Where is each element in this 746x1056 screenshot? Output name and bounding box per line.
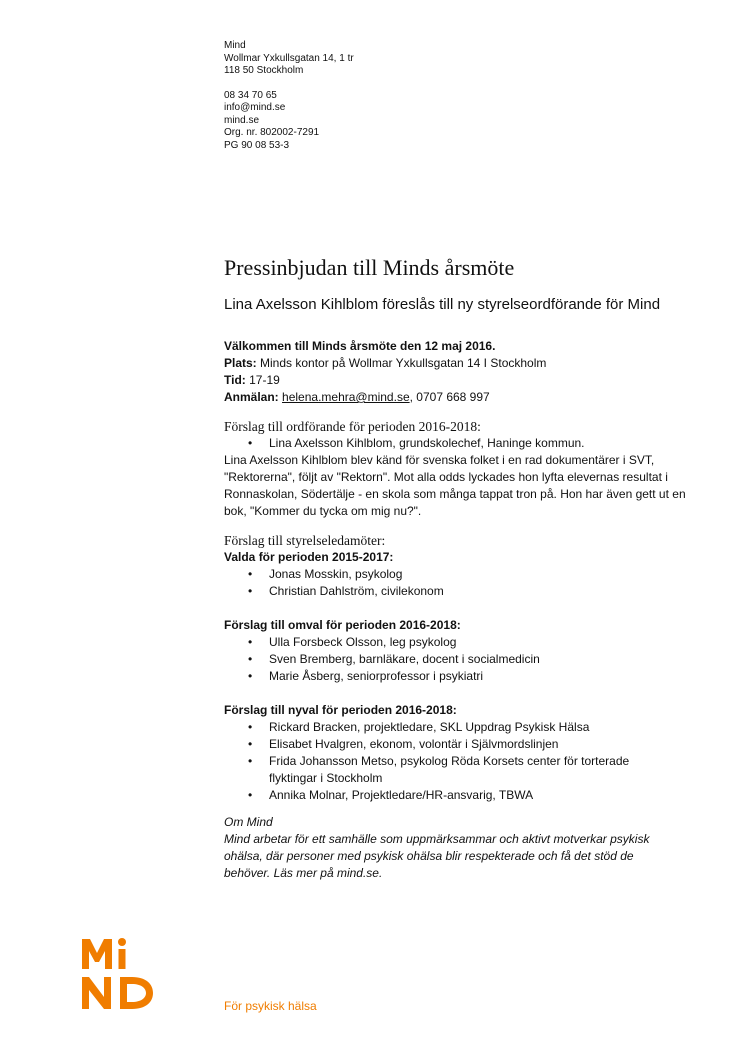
- signup-phone: , 0707 668 997: [409, 390, 490, 404]
- signup-email-link[interactable]: helena.mehra@mind.se: [282, 390, 410, 404]
- signup-label: Anmälan:: [224, 390, 279, 404]
- sender-email: info@mind.se: [224, 102, 286, 113]
- about-text: Mind arbetar för ett samhälle som uppmärksammar och aktivt motverkar psykisk ohälsa, där personer med psykisk ohälsa blir respekterade och få det stöd de behöver. Läs mer på mind.se.: [224, 832, 650, 880]
- list-item: • Rickard Bracken, projektledare, SKL Uppdrag Psykisk Hälsa: [224, 719, 694, 736]
- sender-city: 118 50 Stockholm: [224, 65, 304, 76]
- document-body: [224, 338, 694, 882]
- sender-org-nr: Org. nr. 802002-7291: [224, 127, 320, 138]
- chair-heading: Förslag till ordförande för perioden 2016-2018:: [224, 419, 481, 434]
- document-subtitle: Lina Axelsson Kihlblom föreslås till ny styrelseordförande för Mind: [224, 296, 661, 313]
- list-item: • Jonas Mosskin, psykolog: [224, 566, 694, 583]
- board-heading: Förslag till styrelseledamöter:: [224, 533, 386, 548]
- time-value: 17-19: [245, 373, 280, 387]
- event-time: [224, 372, 694, 389]
- chair-bio: Lina Axelsson Kihlblom blev känd för svenska folket i en rad dokumentärer i SVT, "Rektorerna", följt av "Rektorn". Mot alla odds lyckades hon lyfta elevernas resultat i Ronnaskolan, Södertälje - en skola som många tappat tron på. Hon har även gett ut en bok, "Kommer du tycka om mig nu?".: [224, 453, 686, 518]
- event-place: [224, 355, 694, 372]
- elected-list: [224, 566, 694, 600]
- list-item: • Sven Bremberg, barnläkare, docent i socialmedicin: [224, 651, 694, 668]
- list-item: • Ulla Forsbeck Olsson, leg psykolog: [224, 634, 694, 651]
- event-welcome: Välkommen till Minds årsmöte den 12 maj 2016.: [224, 339, 496, 353]
- new-election-list: [224, 719, 694, 804]
- reelection-list: [224, 634, 694, 685]
- sender-address-block: [224, 40, 354, 152]
- sender-phone: 08 34 70 65: [224, 89, 277, 101]
- place-label: Plats:: [224, 356, 257, 370]
- about-heading: Om Mind: [224, 815, 273, 829]
- sender-pg: PG 90 08 53-3: [224, 139, 290, 151]
- new-election-heading: Förslag till nyval för perioden 2016-2018:: [224, 703, 457, 717]
- tagline: För psykisk hälsa: [224, 999, 317, 1013]
- list-item: • Elisabet Hvalgren, ekonom, volontär i Självmordslinjen: [224, 736, 694, 753]
- time-label: Tid:: [224, 373, 246, 387]
- sender-web: mind.se: [224, 114, 260, 126]
- sender-name: Mind: [224, 40, 246, 51]
- document-title: Pressinbjudan till Minds årsmöte: [224, 255, 515, 280]
- event-signup: [224, 389, 694, 406]
- list-item: • Frida Johansson Metso, psykolog Röda Korsets center för torterade flyktingar i Stockholm: [224, 753, 694, 787]
- list-item: • Christian Dahlström, civilekonom: [224, 583, 694, 600]
- list-item: • Annika Molnar, Projektledare/HR-ansvarig, TBWA: [224, 787, 694, 804]
- mind-logo-icon: [80, 935, 156, 1011]
- list-item: • Lina Axelsson Kihlblom, grundskolechef, Haninge kommun.: [224, 435, 694, 452]
- chair-list: [224, 435, 694, 452]
- reelection-heading: Förslag till omval för perioden 2016-2018:: [224, 618, 461, 632]
- elected-heading: Valda för perioden 2015-2017:: [224, 550, 394, 564]
- sender-street: Wollmar Yxkullsgatan 14, 1 tr: [224, 52, 354, 64]
- place-value: Minds kontor på Wollmar Yxkullsgatan 14 I Stockholm: [256, 356, 547, 370]
- list-item: • Marie Åsberg, seniorprofessor i psykiatri: [224, 668, 694, 685]
